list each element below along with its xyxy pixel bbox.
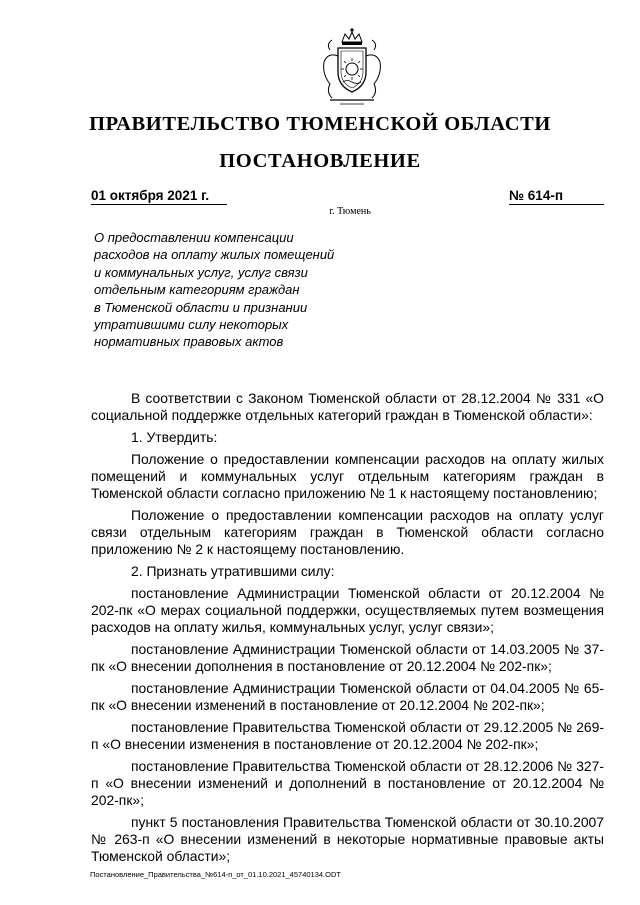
document-number: № 614-п bbox=[509, 188, 604, 205]
document-subject bbox=[94, 229, 384, 351]
clause-heading: 1. Утвердить: bbox=[131, 429, 218, 445]
subject-line: нормативных правовых актов bbox=[94, 334, 284, 350]
body-paragraph: постановление Администрации Тюменской области от 14.03.2005 № 37-пк «О внесении дополнения в постановление от 20.12.2004 № 202-пк»; bbox=[91, 641, 604, 674]
coat-of-arms-icon bbox=[318, 26, 386, 108]
preamble-paragraph: В соответствии с Законом Тюменской области от 28.12.2004 № 331 «О социальной поддержке отдельных категорий граждан в Тюменской области»: bbox=[91, 390, 604, 423]
clause-heading: 2. Признать утратившими силу: bbox=[131, 563, 335, 579]
subject-line: утратившими силу некоторых bbox=[94, 317, 289, 333]
body-paragraph: постановление Администрации Тюменской области от 20.12.2004 № 202-пк «О мерах социальной поддержки, осуществляемых путем возмещения расходов на оплату жилья, коммунальных услуг, услуг связи»; bbox=[91, 585, 604, 635]
subject-line: и коммунальных услуг, услуг связи bbox=[94, 264, 308, 280]
document-date: 01 октября 2021 г. bbox=[91, 188, 227, 205]
body-paragraph: постановление Правительства Тюменской области от 28.12.2006 № 327-п «О внесении изменений и дополнений в постановление от 20.12.2004 № 202-пк»; bbox=[91, 758, 604, 808]
file-name-footer: Постановление_Правительства_№614-п_от_01.10.2021_45740134.ODT bbox=[90, 870, 341, 879]
body-paragraph: пункт 5 постановления Правительства Тюменской области от 30.10.2007 № 263-п «О внесении изменений в некоторые нормативные правовые акты Тюменской области»; bbox=[91, 814, 604, 864]
city: г. Тюмень bbox=[329, 206, 371, 217]
document-body bbox=[91, 390, 604, 870]
subject-line: расходов на оплату жилых помещений bbox=[94, 247, 335, 263]
body-paragraph: Положение о предоставлении компенсации расходов на оплату услуг связи отдельным категориям граждан в Тюменской области согласно приложению № 2 к настоящему постановлению. bbox=[91, 507, 604, 557]
body-paragraph: постановление Администрации Тюменской области от 04.04.2005 № 65-пк «О внесении изменений в постановление от 20.12.2004 № 202-пк»; bbox=[91, 680, 604, 713]
subject-line: в Тюменской области и признании bbox=[94, 299, 308, 315]
document-type: ПОСТАНОВЛЕНИЕ bbox=[219, 150, 421, 172]
subject-line: О предоставлении компенсации bbox=[94, 230, 294, 245]
body-paragraph: постановление Правительства Тюменской области от 29.12.2005 № 269-п «О внесении изменения в постановление от 20.12.2004 № 202-пк»; bbox=[91, 719, 604, 752]
body-paragraph: Положение о предоставлении компенсации расходов на оплату жилых помещений и коммунальных услуг отдельным категориям граждан в Тюменской области согласно приложению № 1 к настоящему постановлению; bbox=[91, 451, 604, 501]
subject-line: отдельным категориям граждан bbox=[94, 282, 300, 298]
government-title: ПРАВИТЕЛЬСТВО ТЮМЕНСКОЙ ОБЛАСТИ bbox=[89, 113, 551, 135]
